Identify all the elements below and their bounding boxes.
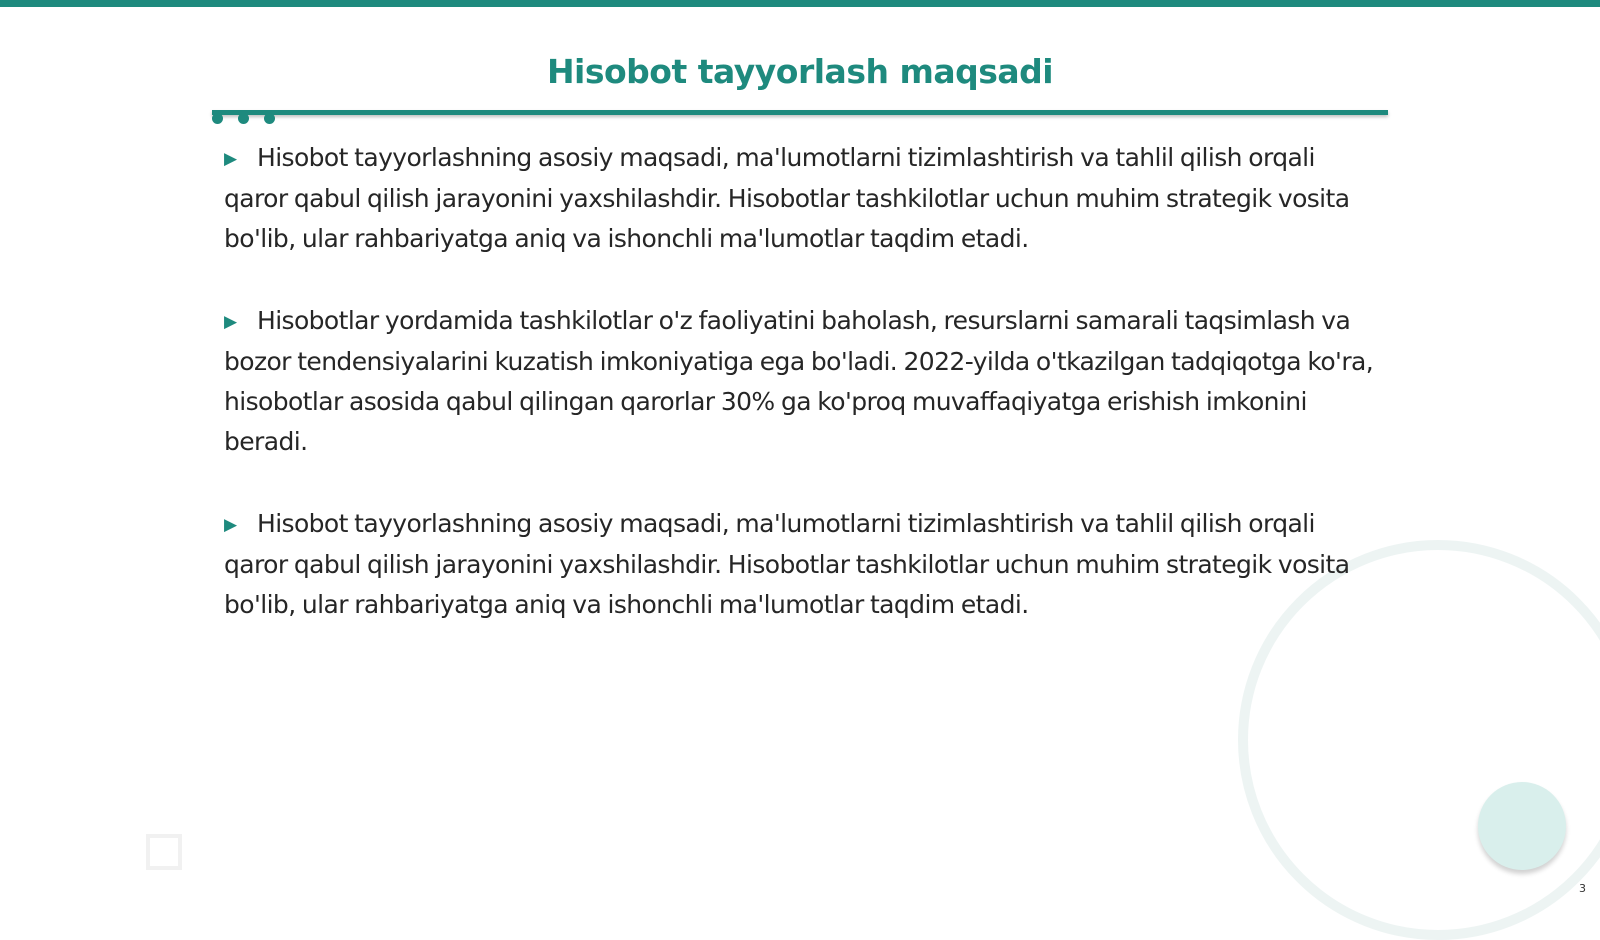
triangle-right-icon: ▶ bbox=[224, 515, 237, 535]
top-accent-bar bbox=[0, 0, 1600, 7]
paragraph-3 bbox=[224, 504, 1374, 625]
title-dot-1 bbox=[212, 113, 223, 124]
paragraph-1 bbox=[224, 138, 1374, 259]
paragraph-text: Hisobot tayyorlashning asosiy maqsadi, ma'lumotlarni tizimlashtirish va tahlil qilish orqali qaror qabul qilish jarayonini yaxshilashdir. Hisobotlar tashkilotlar uchun muhim strategik vosita bo'lib, ular rahbariyatga aniq va ishonchli ma'lumotlar taqdim etadi. bbox=[224, 143, 1350, 253]
slide-body bbox=[224, 138, 1374, 667]
slide-title: Hisobot tayyorlash maqsadi bbox=[546, 52, 1054, 91]
decorative-disc bbox=[1478, 782, 1566, 870]
triangle-right-icon: ▶ bbox=[224, 149, 237, 169]
title-dot-3 bbox=[264, 113, 275, 124]
decorative-square bbox=[146, 834, 182, 870]
paragraph-text: Hisobot tayyorlashning asosiy maqsadi, ma'lumotlarni tizimlashtirish va tahlil qilish orqali qaror qabul qilish jarayonini yaxshilashdir. Hisobotlar tashkilotlar uchun muhim strategik vosita bo'lib, ular rahbariyatga aniq va ishonchli ma'lumotlar taqdim etadi. bbox=[224, 509, 1350, 619]
paragraph-text: Hisobotlar yordamida tashkilotlar o'z faoliyatini baholash, resurslarni samarali taqsimlash va bozor tendensiyalarini kuzatish imkoniyatiga ega bo'ladi. 2022-yilda o'tkazilgan tadqiqotga ko'ra, hisobotlar asosida qabul qilingan qarorlar 30% ga ko'proq muvaffaqiyatga erishish imkonini beradi. bbox=[224, 306, 1374, 456]
title-dot-2 bbox=[238, 113, 249, 124]
triangle-right-icon: ▶ bbox=[224, 312, 237, 332]
paragraph-2 bbox=[224, 301, 1374, 462]
title-underline bbox=[212, 110, 1388, 115]
slide-number: 3 bbox=[1579, 882, 1586, 895]
